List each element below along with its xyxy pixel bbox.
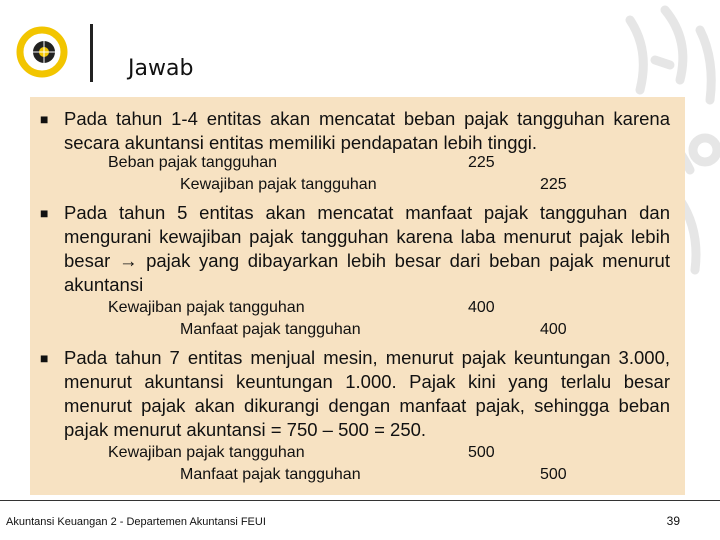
journal-credit-account: Manfaat pajak tangguhan [180,466,361,483]
university-logo-icon [14,22,74,82]
page-title: Jawab [128,56,194,81]
journal-credit-amount: 500 [540,466,567,483]
journal-debit-account: Kewajiban pajak tangguhan [108,444,305,461]
footer-divider [0,500,720,501]
bullet-square-icon: ■ [40,111,49,127]
bullet-text: Pada tahun 7 entitas menjual mesin, menurut pajak keuntungan 3.000, menurut akuntansi keuntungan 1.000. Pajak kini yang terlalu besar menurut pajak akan dikurangi dengan manfaat pajak, sehingga beban pajak menurut akuntansi = 750 – 500 = 250. [64,347,670,440]
bullet-text: Pada tahun 5 entitas akan mencatat manfaat pajak tangguhan dan mengurani kewajiban pajak tangguhan karena laba menurut pajak lebih besar → pajak yang dibayarkan lebih besar dari beban pajak menurut akuntansi [64,202,670,295]
title-divider [90,24,93,82]
bullet-text: Pada tahun 1-4 entitas akan mencatat beban pajak tangguhan karena secara akuntansi entitas memiliki pendapatan lebih tinggi. [64,108,670,153]
footer-text: Akuntansi Keuangan 2 - Departemen Akuntansi FEUI [6,516,266,528]
bullet-item [40,346,670,442]
journal-debit-account: Beban pajak tangguhan [108,154,278,171]
bullet-square-icon: ■ [40,205,49,221]
journal-debit-amount: 225 [468,154,495,171]
journal-debit-amount: 500 [468,444,495,461]
bullet-item [40,201,670,297]
journal-debit-account: Kewajiban pajak tangguhan [108,299,305,316]
journal-debit-amount: 400 [468,299,495,316]
journal-credit-account: Kewajiban pajak tangguhan [180,176,377,193]
bullet-item [40,107,670,155]
bullet-square-icon: ■ [40,350,49,366]
journal-credit-amount: 400 [540,321,567,338]
journal-credit-amount: 225 [540,176,567,193]
journal-credit-account: Manfaat pajak tangguhan [180,321,361,338]
page-number: 39 [666,514,680,528]
